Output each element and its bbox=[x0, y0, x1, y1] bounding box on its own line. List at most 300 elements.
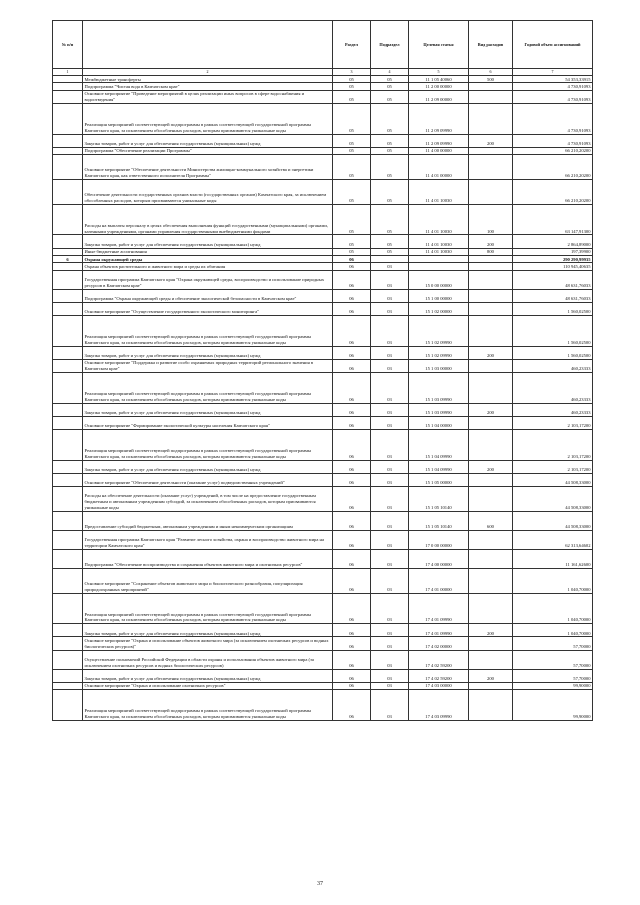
table-row bbox=[53, 624, 593, 637]
cell-num bbox=[53, 155, 83, 180]
cell-target bbox=[409, 263, 469, 270]
cell-target: 11 2 09 09990 bbox=[409, 134, 469, 147]
cell-num bbox=[53, 103, 83, 134]
table-row bbox=[53, 682, 593, 689]
table-row bbox=[53, 289, 593, 302]
table-row bbox=[53, 147, 593, 154]
cell-name: Расходы на выплаты персоналу в целях обеспечения выполнения функций государственными (муниципальными) органами, казенными учреждениями, органами управления государственными внебюджетными фондами bbox=[83, 204, 333, 235]
cell-podrazdel: 05 bbox=[371, 83, 409, 90]
table-row bbox=[53, 103, 593, 134]
cell-num: 6 bbox=[53, 255, 83, 262]
column-number: 5 bbox=[409, 69, 469, 76]
cell-target: 17 4 01 09990 bbox=[409, 624, 469, 637]
cell-podrazdel: 03 bbox=[371, 568, 409, 593]
cell-vid bbox=[469, 155, 513, 180]
cell-name: Реализация мероприятий соответствующей подпрограммы в рамках соответствующей государственной программы Камчатского края, за исключением обособленных расходов, которым присваиваются уникальные коды bbox=[83, 373, 333, 404]
cell-name: Подпрограмма "Чистая вода в Камчатском крае" bbox=[83, 83, 333, 90]
cell-amount: 2 864,89000 bbox=[513, 235, 593, 248]
cell-amount: 290 290,99935 bbox=[513, 255, 593, 262]
cell-amount: 1 040,70000 bbox=[513, 624, 593, 637]
cell-name: Иные бюджетные ассигнования bbox=[83, 248, 333, 255]
cell-name: Закупка товаров, работ и услуг для обеспечения государственных (муниципальных) нужд bbox=[83, 134, 333, 147]
cell-amount: 460,23333 bbox=[513, 403, 593, 416]
cell-amount: 110 945,40635 bbox=[513, 263, 593, 270]
cell-amount: 460,23333 bbox=[513, 359, 593, 372]
cell-name: Обеспечение деятельности государственных органов власти (государственных органов) Камчатского края, за исключением обособленных расходов, которым присваиваются уникальные коды bbox=[83, 179, 333, 204]
cell-razdel: 06 bbox=[333, 530, 371, 549]
table-row bbox=[53, 76, 593, 83]
cell-target: 15 1 02 09990 bbox=[409, 316, 469, 347]
cell-podrazdel: 03 bbox=[371, 346, 409, 359]
cell-num bbox=[53, 204, 83, 235]
cell-name: Реализация мероприятий соответствующей подпрограммы в рамках соответствующей государственной программы Камчатского края, за исключением обособленных расходов, которым присваиваются уникальные коды bbox=[83, 430, 333, 461]
cell-podrazdel: 03 bbox=[371, 593, 409, 624]
cell-target: 11 2 00 00000 bbox=[409, 83, 469, 90]
cell-name: Основное мероприятие "Осуществление государственного экологического мониторинга" bbox=[83, 302, 333, 315]
cell-amount: 99,90000 bbox=[513, 682, 593, 689]
cell-razdel: 05 bbox=[333, 204, 371, 235]
cell-name: Государственная программа Камчатского края "Развитие лесного хозяйства, охрана и воспроизводство животного мира на территории Камчатского края" bbox=[83, 530, 333, 549]
cell-vid bbox=[469, 289, 513, 302]
cell-num bbox=[53, 403, 83, 416]
cell-name: Закупка товаров, работ и услуг для обеспечения государственных (муниципальных) нужд bbox=[83, 235, 333, 248]
cell-name: Предоставление субсидий бюджетным, автономным учреждениям и иным некоммерческим организациям bbox=[83, 511, 333, 530]
cell-razdel: 06 bbox=[333, 637, 371, 650]
cell-vid: 200 bbox=[469, 235, 513, 248]
cell-name: Основное мероприятие "Охрана и использование охотничьих ресурсов" bbox=[83, 682, 333, 689]
cell-num bbox=[53, 593, 83, 624]
cell-amount: 62 313,64602 bbox=[513, 530, 593, 549]
cell-name: Подпрограмма "Обеспечение реализации Программы" bbox=[83, 147, 333, 154]
table-body bbox=[53, 76, 593, 721]
cell-target: 17 4 02 59200 bbox=[409, 669, 469, 682]
column-number: 7 bbox=[513, 69, 593, 76]
cell-podrazdel: 03 bbox=[371, 637, 409, 650]
cell-name: Основное мероприятие "Поддержка и развитие особо охраняемых природных территорий регионального значения в Камчатском крае" bbox=[83, 359, 333, 372]
cell-target: 17 4 02 00000 bbox=[409, 637, 469, 650]
cell-vid bbox=[469, 103, 513, 134]
cell-target: 15 1 04 09990 bbox=[409, 430, 469, 461]
cell-podrazdel: 03 bbox=[371, 302, 409, 315]
cell-razdel: 05 bbox=[333, 248, 371, 255]
column-number: 1 bbox=[53, 69, 83, 76]
cell-target: 17 4 00 00000 bbox=[409, 549, 469, 568]
cell-name: Государственная программа Камчатского края "Охрана окружающей среды, воспроизводство и использование природных ресурсов в Камчатском крае" bbox=[83, 270, 333, 289]
cell-podrazdel: 05 bbox=[371, 147, 409, 154]
cell-vid: 800 bbox=[469, 248, 513, 255]
cell-num bbox=[53, 83, 83, 90]
cell-razdel: 06 bbox=[333, 270, 371, 289]
cell-razdel: 06 bbox=[333, 430, 371, 461]
table-row bbox=[53, 568, 593, 593]
cell-vid bbox=[469, 530, 513, 549]
cell-target: 17 0 00 00000 bbox=[409, 530, 469, 549]
cell-num bbox=[53, 669, 83, 682]
cell-target: 11 4 01 10030 bbox=[409, 235, 469, 248]
cell-vid: 200 bbox=[469, 669, 513, 682]
cell-target: 17 4 02 59200 bbox=[409, 650, 469, 669]
cell-podrazdel bbox=[371, 255, 409, 262]
cell-vid bbox=[469, 473, 513, 486]
cell-podrazdel: 03 bbox=[371, 416, 409, 429]
cell-vid bbox=[469, 486, 513, 511]
cell-amount: 460,23333 bbox=[513, 373, 593, 404]
cell-target: 11 2 09 09990 bbox=[409, 103, 469, 134]
cell-name: Закупка товаров, работ и услуг для обеспечения государственных (муниципальных) нужд bbox=[83, 403, 333, 416]
cell-podrazdel: 03 bbox=[371, 403, 409, 416]
cell-amount: 197,39900 bbox=[513, 248, 593, 255]
cell-target: 15 0 00 00000 bbox=[409, 270, 469, 289]
cell-vid: 200 bbox=[469, 460, 513, 473]
cell-target: 11 4 00 00000 bbox=[409, 147, 469, 154]
header-vid: Вид расходов bbox=[469, 21, 513, 69]
table-row bbox=[53, 270, 593, 289]
table-row bbox=[53, 255, 593, 262]
cell-podrazdel: 05 bbox=[371, 204, 409, 235]
cell-target: 15 1 03 00000 bbox=[409, 359, 469, 372]
cell-amount: 11 161,62600 bbox=[513, 549, 593, 568]
cell-name: Основное мероприятие "Проведение мероприятий в целях реализации иных вопросов в сфере водоснабжения и водоотведения" bbox=[83, 90, 333, 103]
cell-amount: 66 210,20200 bbox=[513, 179, 593, 204]
cell-vid bbox=[469, 255, 513, 262]
table-row bbox=[53, 430, 593, 461]
cell-name: Реализация мероприятий соответствующей подпрограммы в рамках соответствующей государственной программы Камчатского края, за исключением обособленных расходов, которым присваиваются уникальные коды bbox=[83, 103, 333, 134]
cell-target: 17 4 03 00000 bbox=[409, 682, 469, 689]
cell-podrazdel: 03 bbox=[371, 690, 409, 721]
cell-amount: 48 631,76033 bbox=[513, 289, 593, 302]
cell-target: 15 1 04 00000 bbox=[409, 416, 469, 429]
cell-razdel: 05 bbox=[333, 134, 371, 147]
cell-name: Основное мероприятие "Обеспечение деятельности (оказание услуг) подведомственных учреждений" bbox=[83, 473, 333, 486]
table-row bbox=[53, 316, 593, 347]
table-row bbox=[53, 359, 593, 372]
cell-num bbox=[53, 511, 83, 530]
table-row bbox=[53, 179, 593, 204]
cell-podrazdel: 03 bbox=[371, 669, 409, 682]
cell-num bbox=[53, 460, 83, 473]
table-row bbox=[53, 346, 593, 359]
cell-podrazdel: 03 bbox=[371, 430, 409, 461]
cell-num bbox=[53, 90, 83, 103]
cell-target: 11 4 01 10030 bbox=[409, 179, 469, 204]
header-target: Целевая статья bbox=[409, 21, 469, 69]
cell-podrazdel: 05 bbox=[371, 90, 409, 103]
cell-podrazdel: 05 bbox=[371, 134, 409, 147]
cell-podrazdel: 05 bbox=[371, 235, 409, 248]
table-row bbox=[53, 83, 593, 90]
cell-amount: 48 631,76033 bbox=[513, 270, 593, 289]
cell-vid bbox=[469, 263, 513, 270]
header-amount: Годовой объем ассигнований bbox=[513, 21, 593, 69]
cell-num bbox=[53, 690, 83, 721]
table-row bbox=[53, 403, 593, 416]
cell-num bbox=[53, 179, 83, 204]
cell-num bbox=[53, 650, 83, 669]
cell-razdel: 06 bbox=[333, 255, 371, 262]
cell-razdel: 06 bbox=[333, 568, 371, 593]
cell-amount: 57,70000 bbox=[513, 669, 593, 682]
cell-vid bbox=[469, 147, 513, 154]
cell-name: Межбюджетные трансферты bbox=[83, 76, 333, 83]
cell-podrazdel: 03 bbox=[371, 263, 409, 270]
cell-razdel: 06 bbox=[333, 416, 371, 429]
table-row bbox=[53, 263, 593, 270]
cell-razdel: 06 bbox=[333, 624, 371, 637]
cell-razdel: 05 bbox=[333, 179, 371, 204]
cell-num bbox=[53, 134, 83, 147]
table-row bbox=[53, 204, 593, 235]
cell-vid bbox=[469, 359, 513, 372]
cell-num bbox=[53, 147, 83, 154]
cell-vid bbox=[469, 593, 513, 624]
cell-num bbox=[53, 302, 83, 315]
table-row bbox=[53, 650, 593, 669]
table-row bbox=[53, 373, 593, 404]
table-row bbox=[53, 235, 593, 248]
cell-target bbox=[409, 255, 469, 262]
cell-amount: 4 730,91093 bbox=[513, 103, 593, 134]
cell-num bbox=[53, 289, 83, 302]
cell-vid bbox=[469, 549, 513, 568]
cell-podrazdel: 03 bbox=[371, 650, 409, 669]
cell-num bbox=[53, 270, 83, 289]
cell-name: Реализация мероприятий соответствующей подпрограммы в рамках соответствующей государственной программы Камчатского края, за исключением обособленных расходов, которым присваиваются уникальные коды bbox=[83, 316, 333, 347]
table-row bbox=[53, 248, 593, 255]
cell-amount: 1 560,02500 bbox=[513, 302, 593, 315]
cell-name: Основное мероприятие "Формирование экологической культуры населения Камчатского края" bbox=[83, 416, 333, 429]
cell-name: Подпрограмма "Обеспечение воспроизводства и сохранения объектов животного мира и охотничьих ресурсов" bbox=[83, 549, 333, 568]
header-num: № п/п bbox=[53, 21, 83, 69]
cell-podrazdel: 03 bbox=[371, 460, 409, 473]
cell-razdel: 05 bbox=[333, 83, 371, 90]
table-row bbox=[53, 134, 593, 147]
cell-amount: 2 103,17200 bbox=[513, 416, 593, 429]
cell-razdel: 06 bbox=[333, 511, 371, 530]
cell-razdel: 06 bbox=[333, 302, 371, 315]
budget-table bbox=[52, 20, 593, 721]
page-number: 37 bbox=[317, 881, 323, 887]
cell-num bbox=[53, 416, 83, 429]
cell-razdel: 05 bbox=[333, 155, 371, 180]
cell-num bbox=[53, 263, 83, 270]
cell-razdel: 05 bbox=[333, 235, 371, 248]
cell-target: 15 1 00 00000 bbox=[409, 289, 469, 302]
cell-name: Закупка товаров, работ и услуг для обеспечения государственных (муниципальных) нужд bbox=[83, 460, 333, 473]
cell-podrazdel: 03 bbox=[371, 373, 409, 404]
cell-num bbox=[53, 637, 83, 650]
cell-razdel: 06 bbox=[333, 460, 371, 473]
cell-name: Расходы на обеспечение деятельности (оказание услуг) учреждений, в том числе на предоставление государственным бюджетным и автономным учреждениям субсидий, за исключением обособленных расходов, которым присваиваются уникальные коды bbox=[83, 486, 333, 511]
table-row bbox=[53, 473, 593, 486]
cell-podrazdel: 03 bbox=[371, 486, 409, 511]
cell-razdel: 06 bbox=[333, 690, 371, 721]
cell-vid bbox=[469, 637, 513, 650]
column-number: 2 bbox=[83, 69, 333, 76]
cell-target: 17 4 01 09990 bbox=[409, 593, 469, 624]
cell-amount: 1 040,70000 bbox=[513, 593, 593, 624]
cell-podrazdel: 05 bbox=[371, 76, 409, 83]
cell-amount: 44 508,33000 bbox=[513, 473, 593, 486]
cell-amount: 2 103,17200 bbox=[513, 430, 593, 461]
cell-target: 15 1 05 10140 bbox=[409, 511, 469, 530]
table-row bbox=[53, 593, 593, 624]
cell-name: Закупка товаров, работ и услуг для обеспечения государственных (муниципальных) нужд bbox=[83, 669, 333, 682]
table-row bbox=[53, 416, 593, 429]
cell-amount: 57,70000 bbox=[513, 637, 593, 650]
cell-vid: 100 bbox=[469, 204, 513, 235]
table-row bbox=[53, 669, 593, 682]
cell-num bbox=[53, 248, 83, 255]
cell-num bbox=[53, 549, 83, 568]
cell-num bbox=[53, 486, 83, 511]
cell-podrazdel: 03 bbox=[371, 473, 409, 486]
cell-podrazdel: 03 bbox=[371, 530, 409, 549]
cell-amount: 63 147,91300 bbox=[513, 204, 593, 235]
column-numbers-row bbox=[53, 69, 593, 76]
cell-podrazdel: 05 bbox=[371, 103, 409, 134]
cell-amount: 1 040,70000 bbox=[513, 568, 593, 593]
cell-target: 15 1 02 09990 bbox=[409, 346, 469, 359]
table-row bbox=[53, 302, 593, 315]
cell-target: 15 1 02 00000 bbox=[409, 302, 469, 315]
cell-vid bbox=[469, 270, 513, 289]
cell-name: Закупка товаров, работ и услуг для обеспечения государственных (муниципальных) нужд bbox=[83, 346, 333, 359]
table-row bbox=[53, 460, 593, 473]
cell-num bbox=[53, 346, 83, 359]
cell-razdel: 06 bbox=[333, 373, 371, 404]
cell-vid: 200 bbox=[469, 624, 513, 637]
cell-podrazdel: 05 bbox=[371, 155, 409, 180]
cell-vid: 500 bbox=[469, 76, 513, 83]
cell-amount: 66 210,20200 bbox=[513, 155, 593, 180]
cell-target: 15 1 03 09990 bbox=[409, 373, 469, 404]
cell-amount: 57,70000 bbox=[513, 650, 593, 669]
header-row bbox=[53, 21, 593, 69]
cell-num bbox=[53, 568, 83, 593]
cell-num bbox=[53, 373, 83, 404]
cell-razdel: 06 bbox=[333, 549, 371, 568]
cell-podrazdel: 03 bbox=[371, 359, 409, 372]
cell-target: 17 4 01 00000 bbox=[409, 568, 469, 593]
cell-vid: 200 bbox=[469, 403, 513, 416]
cell-razdel: 06 bbox=[333, 403, 371, 416]
table-row bbox=[53, 530, 593, 549]
cell-num bbox=[53, 682, 83, 689]
cell-target: 11 2 09 00000 bbox=[409, 90, 469, 103]
header-razdel: Раздел bbox=[333, 21, 371, 69]
cell-target: 11 4 01 10030 bbox=[409, 204, 469, 235]
cell-name: Основное мероприятие "Обеспечение деятельности Министерства жилищно-коммунального хозяйства и энергетики Камчатского края, как ответственного исполнителя Программы" bbox=[83, 155, 333, 180]
cell-podrazdel: 03 bbox=[371, 270, 409, 289]
cell-razdel: 06 bbox=[333, 593, 371, 624]
cell-podrazdel: 03 bbox=[371, 682, 409, 689]
cell-amount: 44 508,33000 bbox=[513, 486, 593, 511]
cell-num bbox=[53, 76, 83, 83]
cell-razdel: 06 bbox=[333, 650, 371, 669]
table-row bbox=[53, 90, 593, 103]
cell-razdel: 06 bbox=[333, 346, 371, 359]
cell-podrazdel: 03 bbox=[371, 511, 409, 530]
cell-razdel: 05 bbox=[333, 103, 371, 134]
cell-razdel: 06 bbox=[333, 316, 371, 347]
cell-vid bbox=[469, 682, 513, 689]
cell-razdel: 05 bbox=[333, 90, 371, 103]
cell-name: Подпрограмма "Охрана окружающей среды и обеспечение экологической безопасности в Камчатском крае" bbox=[83, 289, 333, 302]
cell-name: Реализация мероприятий соответствующей подпрограммы в рамках соответствующей государственной программы Камчатского края, за исключением обособленных расходов, которым присваиваются уникальные коды bbox=[83, 593, 333, 624]
cell-podrazdel: 03 bbox=[371, 624, 409, 637]
cell-razdel: 06 bbox=[333, 359, 371, 372]
cell-vid bbox=[469, 316, 513, 347]
cell-razdel: 05 bbox=[333, 76, 371, 83]
cell-amount: 2 103,17200 bbox=[513, 460, 593, 473]
cell-amount: 54 353,33915 bbox=[513, 76, 593, 83]
cell-vid bbox=[469, 179, 513, 204]
cell-num bbox=[53, 359, 83, 372]
cell-podrazdel: 05 bbox=[371, 248, 409, 255]
cell-vid: 200 bbox=[469, 346, 513, 359]
cell-vid bbox=[469, 650, 513, 669]
cell-name: Реализация мероприятий соответствующей подпрограммы в рамках соответствующей государственной программы Камчатского края, за исключением обособленных расходов, которым присваиваются уникальные коды bbox=[83, 690, 333, 721]
cell-razdel: 05 bbox=[333, 147, 371, 154]
cell-name: Охрана окружающей среды bbox=[83, 255, 333, 262]
cell-target: 11 4 01 00000 bbox=[409, 155, 469, 180]
cell-name: Основное мероприятие "Охрана и использование объектов животного мира (за исключением охотничьих ресурсов и водных биологических ресурсов)" bbox=[83, 637, 333, 650]
cell-amount: 99,90000 bbox=[513, 690, 593, 721]
cell-vid: 200 bbox=[469, 134, 513, 147]
cell-num bbox=[53, 624, 83, 637]
cell-target: 15 1 04 09990 bbox=[409, 460, 469, 473]
cell-num bbox=[53, 430, 83, 461]
cell-podrazdel: 03 bbox=[371, 289, 409, 302]
cell-target: 11 4 01 10030 bbox=[409, 248, 469, 255]
cell-num bbox=[53, 235, 83, 248]
column-number: 6 bbox=[469, 69, 513, 76]
cell-name: Закупка товаров, работ и услуг для обеспечения государственных (муниципальных) нужд bbox=[83, 624, 333, 637]
cell-podrazdel: 05 bbox=[371, 179, 409, 204]
cell-razdel: 06 bbox=[333, 263, 371, 270]
cell-name: Осуществление полномочий Российской Федерации в области охраны и использования объектов животного мира (за исключением охотничьих ресурсов и водных биологических ресурсов) bbox=[83, 650, 333, 669]
cell-podrazdel: 03 bbox=[371, 316, 409, 347]
cell-amount: 4 730,91093 bbox=[513, 90, 593, 103]
cell-amount: 1 560,02500 bbox=[513, 346, 593, 359]
cell-podrazdel: 03 bbox=[371, 549, 409, 568]
cell-vid bbox=[469, 373, 513, 404]
cell-vid: 600 bbox=[469, 511, 513, 530]
cell-razdel: 06 bbox=[333, 682, 371, 689]
table-row bbox=[53, 511, 593, 530]
cell-amount: 44 508,33000 bbox=[513, 511, 593, 530]
cell-target: 17 4 03 09990 bbox=[409, 690, 469, 721]
cell-target: 15 1 03 09990 bbox=[409, 403, 469, 416]
header-name bbox=[83, 21, 333, 69]
column-number: 3 bbox=[333, 69, 371, 76]
table-row bbox=[53, 637, 593, 650]
cell-vid bbox=[469, 90, 513, 103]
cell-amount: 4 730,91093 bbox=[513, 83, 593, 90]
cell-target: 15 1 05 10140 bbox=[409, 486, 469, 511]
cell-target: 11 1 05 40060 bbox=[409, 76, 469, 83]
cell-razdel: 06 bbox=[333, 473, 371, 486]
cell-amount: 66 210,20200 bbox=[513, 147, 593, 154]
cell-name: Основное мероприятие "Сохранение объектов животного мира и биологического разнообразия, популяризация природоохранных мероприятий" bbox=[83, 568, 333, 593]
table-row bbox=[53, 486, 593, 511]
cell-vid bbox=[469, 302, 513, 315]
column-number: 4 bbox=[371, 69, 409, 76]
table-row bbox=[53, 549, 593, 568]
cell-amount: 4 730,91093 bbox=[513, 134, 593, 147]
cell-vid bbox=[469, 83, 513, 90]
cell-vid bbox=[469, 568, 513, 593]
